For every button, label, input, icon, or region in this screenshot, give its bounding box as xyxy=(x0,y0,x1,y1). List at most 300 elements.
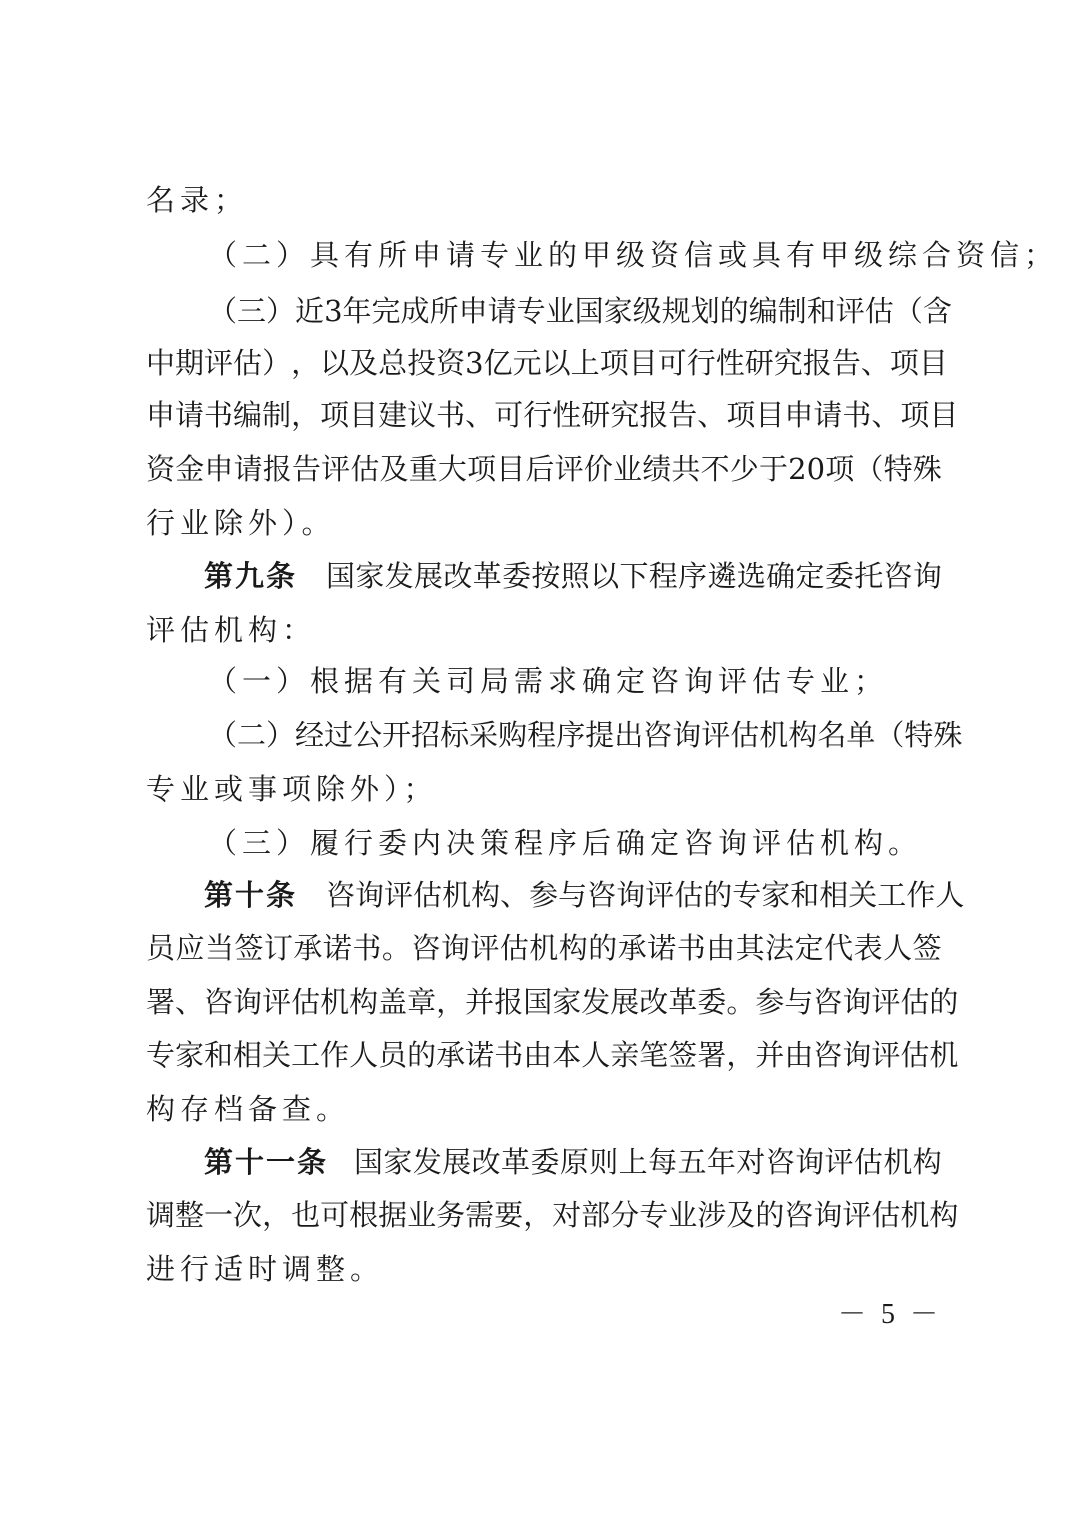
glyph: 签 xyxy=(234,931,264,965)
glyph: ， xyxy=(726,1038,756,1072)
glyph: 业 xyxy=(407,1198,437,1232)
glyph: 革 xyxy=(472,559,502,593)
glyph: 经 xyxy=(295,718,325,752)
glyph: 咨 xyxy=(411,931,441,965)
glyph: 笔 xyxy=(639,1038,669,1072)
glyph: 咨 xyxy=(883,559,913,593)
glyph: 亲 xyxy=(610,1038,640,1072)
glyph: 行 xyxy=(523,398,553,432)
glyph: 当 xyxy=(204,931,234,965)
glyph: 大 xyxy=(437,452,467,486)
glyph: 与 xyxy=(558,878,588,912)
glyph: 以 xyxy=(320,346,350,380)
glyph: 行 xyxy=(686,346,716,380)
text-line xyxy=(208,718,963,752)
text-line xyxy=(146,931,942,965)
glyph: 估 xyxy=(853,1145,883,1179)
glyph: 改 xyxy=(639,985,669,1019)
glyph: 询 xyxy=(912,559,942,593)
text-line xyxy=(326,559,942,593)
glyph: 书 xyxy=(494,1038,524,1072)
glyph: 对 xyxy=(552,1198,582,1232)
glyph: 过 xyxy=(324,718,354,752)
glyph: 研 xyxy=(744,346,774,380)
text-line xyxy=(146,346,948,380)
glyph: 员 xyxy=(146,931,176,965)
glyph: 招 xyxy=(411,718,441,752)
glyph: 殊 xyxy=(912,452,942,486)
glyph: 咨 xyxy=(784,1198,814,1232)
glyph: 根 xyxy=(349,1198,379,1232)
glyph: 估 xyxy=(233,346,263,380)
glyph: 家 xyxy=(355,559,385,593)
glyph: 评 xyxy=(701,718,731,752)
glyph: 家 xyxy=(761,878,791,912)
glyph: 以 xyxy=(590,559,620,593)
glyph: 估 xyxy=(291,985,321,1019)
glyph: 报 xyxy=(802,346,832,380)
text-line xyxy=(354,1145,942,1179)
glyph: （ xyxy=(854,452,884,486)
glyph: （ xyxy=(208,718,238,752)
glyph: 相 xyxy=(233,1038,263,1072)
glyph: 后 xyxy=(525,452,555,486)
glyph: 标 xyxy=(440,718,470,752)
glyph: 究 xyxy=(773,346,803,380)
glyph: 参 xyxy=(755,985,785,1019)
glyph: 询 xyxy=(842,985,872,1019)
glyph: 部 xyxy=(581,1198,611,1232)
glyph: 三 xyxy=(237,294,267,328)
glyph: 由 xyxy=(523,1038,553,1072)
glyph: 的 xyxy=(407,1038,437,1072)
glyph: 上 xyxy=(570,346,600,380)
glyph: 代 xyxy=(824,931,854,965)
glyph: 询 xyxy=(813,1198,843,1232)
glyph: 项 xyxy=(599,346,629,380)
glyph: 应 xyxy=(175,931,205,965)
glyph: 咨 xyxy=(813,985,843,1019)
glyph: 估 xyxy=(350,452,380,486)
glyph: 以 xyxy=(541,346,571,380)
glyph: ， xyxy=(291,346,321,380)
glyph: 专 xyxy=(146,1038,176,1072)
glyph: （ xyxy=(893,294,923,328)
glyph: 制 xyxy=(777,294,807,328)
glyph: 书 xyxy=(842,398,872,432)
glyph: 承 xyxy=(293,931,323,965)
glyph: 估 xyxy=(499,931,529,965)
glyph: 评 xyxy=(842,1198,872,1232)
glyph: 工 xyxy=(291,1038,321,1072)
glyph: 的 xyxy=(719,294,749,328)
glyph: 评 xyxy=(824,1145,854,1179)
glyph: 分 xyxy=(610,1198,640,1232)
glyph: ） xyxy=(266,718,296,752)
glyph: 程 xyxy=(648,559,678,593)
glyph: 总 xyxy=(378,346,408,380)
glyph: 关 xyxy=(262,1038,292,1072)
glyph: 咨 xyxy=(643,718,673,752)
glyph: 专 xyxy=(639,1198,669,1232)
glyph: 完 xyxy=(371,294,401,328)
glyph: 询 xyxy=(616,878,646,912)
glyph: 展 xyxy=(442,1145,472,1179)
glyph: 评 xyxy=(871,1038,901,1072)
glyph: 评 xyxy=(645,878,675,912)
text-line xyxy=(146,452,942,486)
glyph: 改 xyxy=(471,1145,501,1179)
text-line xyxy=(146,985,959,1019)
glyph: 评 xyxy=(204,346,234,380)
glyph: 告 xyxy=(668,398,698,432)
glyph: 项 xyxy=(320,398,350,432)
glyph: 请 xyxy=(233,452,263,486)
glyph: 报 xyxy=(639,398,669,432)
glyph: ， xyxy=(523,1198,553,1232)
glyph: 人 xyxy=(581,1038,611,1072)
glyph: 业 xyxy=(668,1198,698,1232)
glyph: 改 xyxy=(443,559,473,593)
glyph: 采 xyxy=(469,718,499,752)
glyph: 机 xyxy=(320,985,350,1019)
glyph: 评 xyxy=(470,931,500,965)
glyph: 、 xyxy=(860,346,890,380)
glyph: 和 xyxy=(790,878,820,912)
glyph: 资 xyxy=(436,346,466,380)
glyph: 、 xyxy=(871,398,901,432)
glyph: 究 xyxy=(610,398,640,432)
glyph: 诺 xyxy=(647,931,677,965)
text-line: 名录； xyxy=(146,183,249,217)
glyph: 业 xyxy=(613,452,643,486)
glyph: 投 xyxy=(407,346,437,380)
glyph: 作 xyxy=(320,1038,350,1072)
glyph: 委 xyxy=(824,559,854,593)
glyph: 询 xyxy=(672,718,702,752)
glyph: 序 xyxy=(678,559,708,593)
glyph: 的 xyxy=(755,1198,785,1232)
glyph: 评 xyxy=(321,452,351,486)
glyph: 五 xyxy=(677,1145,707,1179)
glyph: 咨 xyxy=(204,985,234,1019)
glyph: 要 xyxy=(494,1198,524,1232)
glyph: 委 xyxy=(530,1145,560,1179)
glyph: 机 xyxy=(759,718,789,752)
glyph: 项 xyxy=(900,398,930,432)
glyph: 家 xyxy=(175,1038,205,1072)
glyph: 订 xyxy=(263,931,293,965)
glyph: 估 xyxy=(900,1038,930,1072)
text-line: 评估机构： xyxy=(146,613,317,647)
glyph: 可 xyxy=(494,398,524,432)
glyph: 原 xyxy=(559,1145,589,1179)
glyph: 家 xyxy=(603,294,633,328)
glyph: 一 xyxy=(204,1198,234,1232)
glyph: 构 xyxy=(788,718,818,752)
glyph: 建 xyxy=(378,398,408,432)
text-line xyxy=(146,1198,959,1232)
glyph: 相 xyxy=(819,878,849,912)
glyph: 上 xyxy=(618,1145,648,1179)
page-number: － 5 － xyxy=(837,1299,942,1330)
glyph: ） xyxy=(266,294,296,328)
glyph: 请 xyxy=(175,398,205,432)
glyph: 申 xyxy=(784,398,814,432)
glyph: 定 xyxy=(795,559,825,593)
glyph: 可 xyxy=(657,346,687,380)
glyph: 表 xyxy=(853,931,883,965)
glyph: 需 xyxy=(465,1198,495,1232)
glyph: 告 xyxy=(291,452,321,486)
glyph: ， xyxy=(436,985,466,1019)
glyph: 询 xyxy=(233,985,263,1019)
glyph: 元 xyxy=(512,346,542,380)
glyph: 申 xyxy=(146,398,176,432)
glyph: 估 xyxy=(413,878,443,912)
glyph: 并 xyxy=(465,985,495,1019)
glyph: 遴 xyxy=(707,559,737,593)
glyph: 按 xyxy=(531,559,561,593)
glyph: 章 xyxy=(407,985,437,1019)
glyph: 国 xyxy=(326,559,356,593)
glyph: 委 xyxy=(502,559,532,593)
glyph: 调 xyxy=(146,1198,176,1232)
glyph: 中 xyxy=(146,346,176,380)
glyph: 和 xyxy=(806,294,836,328)
glyph: 目 xyxy=(918,346,948,380)
glyph: （ xyxy=(208,294,238,328)
glyph: 。 xyxy=(726,985,756,1019)
glyph: 目 xyxy=(628,346,658,380)
glyph: 序 xyxy=(556,718,586,752)
glyph: 机 xyxy=(900,1198,930,1232)
glyph: 金 xyxy=(175,452,205,486)
glyph: 参 xyxy=(529,878,559,912)
glyph: 构 xyxy=(349,985,379,1019)
glyph: 国 xyxy=(574,294,604,328)
glyph: 对 xyxy=(736,1145,766,1179)
glyph: 估 xyxy=(730,718,760,752)
glyph: 估 xyxy=(900,985,930,1019)
glyph: ） xyxy=(262,346,292,380)
glyph: 绩 xyxy=(642,452,672,486)
glyph: 发 xyxy=(412,1145,442,1179)
glyph: 下 xyxy=(619,559,649,593)
glyph: 发 xyxy=(581,985,611,1019)
glyph: 估 xyxy=(864,294,894,328)
glyph: 咨 xyxy=(765,1145,795,1179)
glyph: 务 xyxy=(436,1198,466,1232)
glyph: 机 xyxy=(529,931,559,965)
glyph: 公 xyxy=(353,718,383,752)
glyph: 不 xyxy=(700,452,730,486)
glyph: 评 xyxy=(835,294,865,328)
glyph: 展 xyxy=(610,985,640,1019)
glyph: 及 xyxy=(726,1198,756,1232)
glyph: 开 xyxy=(382,718,412,752)
glyph: 整 xyxy=(175,1198,205,1232)
glyph: 展 xyxy=(414,559,444,593)
glyph: 规 xyxy=(661,294,691,328)
glyph: 提 xyxy=(585,718,615,752)
glyph: 定 xyxy=(794,931,824,965)
glyph: 共 xyxy=(671,452,701,486)
glyph: 承 xyxy=(617,931,647,965)
glyph: 项 xyxy=(726,398,756,432)
glyph: 价 xyxy=(583,452,613,486)
glyph: 国 xyxy=(354,1145,384,1179)
glyph: 制 xyxy=(262,398,292,432)
glyph: 涉 xyxy=(697,1198,727,1232)
glyph: 程 xyxy=(527,718,557,752)
glyph: 诺 xyxy=(322,931,352,965)
glyph: 盖 xyxy=(378,985,408,1019)
glyph: 项 xyxy=(889,346,919,380)
glyph: 照 xyxy=(560,559,590,593)
glyph: 其 xyxy=(735,931,765,965)
glyph: 机 xyxy=(883,1145,913,1179)
glyph: 购 xyxy=(498,718,528,752)
text-line: 行业除外）。 xyxy=(146,506,336,540)
glyph: 含 xyxy=(922,294,952,328)
glyph: 构 xyxy=(558,931,588,965)
glyph: 特 xyxy=(904,718,934,752)
glyph: 家 xyxy=(383,1145,413,1179)
glyph: 年 xyxy=(706,1145,736,1179)
glyph: 咨 xyxy=(813,1038,843,1072)
text-line: （二）具有所申请专业的甲级资信或具有甲级综合资信； xyxy=(208,238,1059,272)
glyph: 、 xyxy=(697,398,727,432)
glyph: 请 xyxy=(487,294,517,328)
glyph: 资 xyxy=(146,452,176,486)
glyph: 估 xyxy=(871,1198,901,1232)
glyph: 也 xyxy=(291,1198,321,1232)
glyph: 构 xyxy=(912,1145,942,1179)
glyph: 申 xyxy=(458,294,488,328)
glyph: 次 xyxy=(233,1198,263,1232)
glyph: 作 xyxy=(906,878,936,912)
text-line: （一）根据有关司局需求确定咨询评估专业； xyxy=(208,664,889,698)
text-line xyxy=(146,398,959,432)
glyph: 、 xyxy=(500,878,530,912)
glyph: 询 xyxy=(842,1038,872,1072)
text-line xyxy=(146,1038,959,1072)
glyph: 划 xyxy=(690,294,720,328)
glyph: 申 xyxy=(204,452,234,486)
glyph: 人 xyxy=(935,878,965,912)
glyph: 书 xyxy=(676,931,706,965)
glyph: 少 xyxy=(729,452,759,486)
glyph: 由 xyxy=(706,931,736,965)
article-heading: 第九条 xyxy=(204,559,298,593)
glyph: 所 xyxy=(429,294,459,328)
article-10-heading xyxy=(204,878,297,912)
glyph: 人 xyxy=(883,931,913,965)
glyph: 20 xyxy=(788,452,826,486)
glyph: 可 xyxy=(320,1198,350,1232)
glyph: 评 xyxy=(554,452,584,486)
glyph: 确 xyxy=(766,559,796,593)
glyph: 评 xyxy=(262,985,292,1019)
glyph: 编 xyxy=(748,294,778,328)
glyph: 近 xyxy=(295,294,325,328)
glyph: 单 xyxy=(846,718,876,752)
glyph: 询 xyxy=(440,931,470,965)
article-heading: 第十一条 xyxy=(204,1145,329,1179)
glyph: 与 xyxy=(784,985,814,1019)
glyph: 人 xyxy=(349,1038,379,1072)
glyph: 每 xyxy=(648,1145,678,1179)
glyph: 目 xyxy=(929,398,959,432)
glyph: 报 xyxy=(494,985,524,1019)
glyph: 期 xyxy=(175,346,205,380)
glyph: 革 xyxy=(501,1145,531,1179)
glyph: 出 xyxy=(614,718,644,752)
glyph: 的 xyxy=(929,985,959,1019)
glyph: 则 xyxy=(589,1145,619,1179)
glyph: 殊 xyxy=(933,718,963,752)
glyph: 目 xyxy=(349,398,379,432)
text-line xyxy=(208,294,952,328)
article-11-heading xyxy=(204,1145,328,1179)
glyph: 研 xyxy=(581,398,611,432)
glyph: 国 xyxy=(523,985,553,1019)
glyph: 革 xyxy=(668,985,698,1019)
glyph: 特 xyxy=(883,452,913,486)
glyph: 法 xyxy=(765,931,795,965)
glyph: 议 xyxy=(407,398,437,432)
glyph: 评 xyxy=(871,985,901,1019)
glyph: 发 xyxy=(384,559,414,593)
glyph: 评 xyxy=(384,878,414,912)
glyph: 报 xyxy=(262,452,292,486)
text-line: 构存档备查。 xyxy=(146,1092,351,1126)
glyph: 目 xyxy=(496,452,526,486)
glyph: 承 xyxy=(436,1038,466,1072)
glyph: 告 xyxy=(831,346,861,380)
glyph: 构 xyxy=(929,1198,959,1232)
glyph: 的 xyxy=(703,878,733,912)
glyph: 、 xyxy=(175,985,205,1019)
glyph: 机 xyxy=(442,878,472,912)
glyph: 性 xyxy=(552,398,582,432)
glyph: 项 xyxy=(825,452,855,486)
glyph: 构 xyxy=(471,878,501,912)
glyph: 书 xyxy=(352,931,382,965)
glyph: 。 xyxy=(381,931,411,965)
glyph: ， xyxy=(291,398,321,432)
text-line: 专业或事项除外）； xyxy=(146,772,438,806)
glyph: ， xyxy=(262,1198,292,1232)
glyph: 目 xyxy=(755,398,785,432)
glyph: 业 xyxy=(545,294,575,328)
glyph: 项 xyxy=(467,452,497,486)
glyph: 询 xyxy=(355,878,385,912)
glyph: 专 xyxy=(516,294,546,328)
glyph: 本 xyxy=(552,1038,582,1072)
glyph: 专 xyxy=(732,878,762,912)
glyph: 及 xyxy=(349,346,379,380)
glyph: 书 xyxy=(204,398,234,432)
glyph: 重 xyxy=(408,452,438,486)
glyph: 选 xyxy=(736,559,766,593)
glyph: 签 xyxy=(912,931,942,965)
glyph: 请 xyxy=(813,398,843,432)
glyph: 于 xyxy=(758,452,788,486)
glyph: 工 xyxy=(877,878,907,912)
glyph: 托 xyxy=(854,559,884,593)
